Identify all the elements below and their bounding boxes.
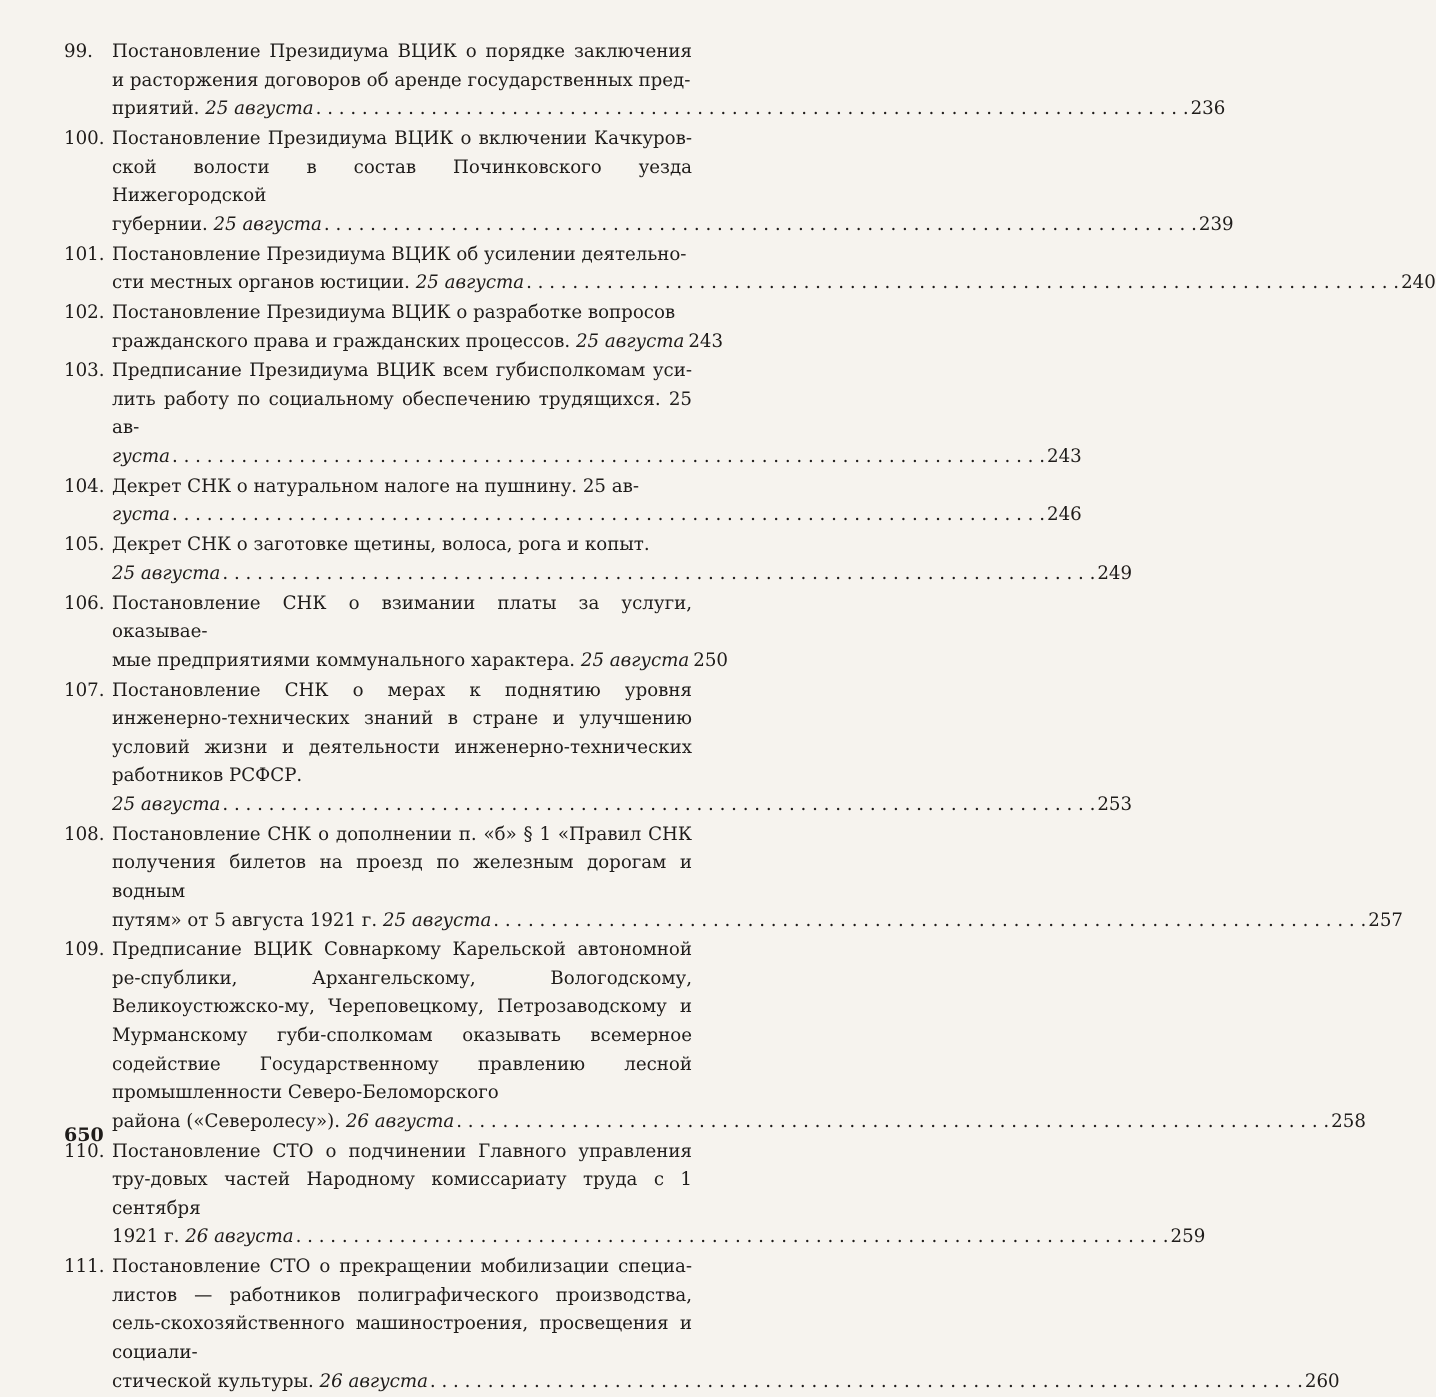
- entry-last-line: [112, 907, 491, 936]
- entry-last-line: [112, 791, 220, 820]
- entry-page-number: 246: [1047, 504, 1082, 526]
- entry-number: 104.: [64, 475, 105, 497]
- entry-page-number: 243: [1047, 446, 1082, 468]
- dot-leader: [430, 1368, 1303, 1397]
- toc-entry: [64, 821, 1403, 935]
- entry-last-line: [112, 269, 524, 298]
- entry-leader-line: [112, 95, 1226, 124]
- entry-last-text: губернии.: [112, 213, 208, 235]
- dot-leader: [172, 443, 1045, 472]
- entry-number: 110.: [64, 1140, 105, 1162]
- entry-title: Постановление Президиума ВЦИК о разработке вопросов: [112, 301, 676, 323]
- toc-entry: [64, 936, 1366, 1136]
- entry-date: 26 августа: [185, 1226, 294, 1248]
- entry-leader-line: [112, 647, 728, 676]
- entry-title: Постановление СНК о взимании платы за услуги, оказывае-: [112, 592, 692, 643]
- entry-leader-line: [112, 1368, 1340, 1397]
- entry-number: 105.: [64, 534, 105, 556]
- entry-date: 25 августа: [112, 562, 221, 584]
- entry-last-line: [112, 1108, 454, 1137]
- entry-date: 25 августа: [575, 330, 685, 352]
- entry-page-number: 243: [688, 330, 724, 352]
- dot-leader: [172, 501, 1045, 530]
- dot-leader: [526, 269, 1399, 298]
- entry-page-number: 249: [1097, 562, 1133, 584]
- entry-title: Декрет СНК о заготовке щетины, волоса, рога и копыт.: [112, 534, 650, 556]
- entry-title: Постановление СНК о дополнении п. «б» § 1 «Правил СНК получения билетов на проезд по железным дорогам и водным: [112, 823, 692, 902]
- entry-title: Декрет СНК о натуральном налоге на пушнину. 25 ав-: [112, 475, 640, 497]
- entry-last-line: [112, 1368, 428, 1397]
- entry-page-number: 260: [1304, 1370, 1340, 1392]
- entry-page-number: 253: [1097, 793, 1133, 815]
- entry-title: Постановление СНК о мерах к поднятию уровня инженерно-технических знаний в стране и улучшению условий жизни и деятельности инженерно-технических работников РСФСР.: [112, 679, 692, 787]
- dot-leader: [493, 907, 1366, 936]
- toc-entry: [64, 590, 728, 676]
- entry-number: 99.: [64, 41, 93, 62]
- entry-last-text: 1921 г.: [112, 1226, 180, 1248]
- entry-last-line: [112, 647, 689, 676]
- entry-leader-line: [112, 211, 1234, 240]
- entry-leader-line: [112, 501, 1082, 530]
- entry-title: Постановление СТО о подчинении Главного управления тру-довых частей Народному комиссариату труда с 1 сентября: [112, 1140, 692, 1219]
- entry-page-number: 236: [1190, 98, 1226, 120]
- entry-leader-line: [112, 328, 724, 357]
- toc-entry: [64, 1253, 1340, 1396]
- entry-date: густа: [112, 446, 171, 468]
- entry-number: 108.: [64, 823, 105, 845]
- entry-leader-line: [112, 1223, 1206, 1252]
- entry-title: Постановление Президиума ВЦИК об усилении деятельно-: [112, 243, 687, 265]
- toc-entry: [64, 531, 1133, 588]
- entry-number: 100.: [64, 127, 105, 149]
- dot-leader: [296, 1223, 1169, 1252]
- entry-leader-line: [112, 907, 1403, 936]
- entry-date: 25 августа: [580, 649, 690, 671]
- entry-date: 26 августа: [345, 1110, 455, 1132]
- entry-leader-line: [112, 443, 1082, 472]
- entry-title: Постановление Президиума ВЦИК о порядке заключения и расторжения договоров об аренде государственных пред-: [112, 41, 692, 91]
- entry-page-number: 259: [1170, 1226, 1206, 1248]
- entry-last-line: [112, 443, 170, 472]
- entry-leader-line: [112, 1108, 1366, 1137]
- entry-page-number: 240: [1401, 272, 1436, 294]
- dot-leader: [316, 95, 1189, 124]
- entry-last-line: [112, 95, 314, 124]
- table-of-contents: [64, 38, 1436, 1397]
- toc-entry: [64, 357, 1082, 471]
- dot-leader: [324, 211, 1197, 240]
- entry-date: густа: [112, 504, 171, 526]
- dot-leader: [222, 560, 1095, 589]
- entry-title: Постановление СТО о прекращении мобилизации специа-листов — работников полиграфического производства, сель-скохозяйственного машиностроения, просвещения и социали-: [112, 1256, 692, 1363]
- entry-number: 102.: [64, 301, 105, 323]
- dot-leader: [456, 1108, 1329, 1137]
- entry-page-number: 250: [693, 649, 728, 671]
- entry-page-number: 239: [1198, 213, 1234, 235]
- entry-last-text: стической культуры.: [112, 1370, 314, 1392]
- page-number: 650: [64, 1124, 104, 1146]
- entry-last-text: мые предприятиями коммунального характера.: [112, 649, 576, 671]
- entry-date: 25 августа: [415, 272, 525, 294]
- entry-leader-line: [112, 560, 1133, 589]
- entry-last-line: [112, 1223, 294, 1252]
- entry-title: Предписание ВЦИК Совнаркому Карельской автономной ре-спублики, Архангельскому, Вологодскому, Великоустюжско-му, Череповецкому, Петрозаводскому и Мурманскому губи-сполкомам оказывать всемерное содействие Государственному правлению лесной промышленности Северо-Беломорского: [112, 939, 692, 1104]
- entry-last-text: района («Северолесу»).: [112, 1110, 341, 1132]
- entry-page-number: 258: [1331, 1110, 1366, 1132]
- toc-entry: [64, 125, 1234, 239]
- entry-leader-line: [112, 269, 1436, 298]
- entry-last-text: сти местных органов юстиции.: [112, 272, 410, 294]
- toc-entry: [64, 473, 1082, 530]
- entry-leader-line: [112, 791, 1133, 820]
- entry-date: 25 августа: [382, 909, 492, 931]
- entry-last-line: [112, 328, 684, 357]
- toc-entry: [64, 299, 724, 356]
- entry-number: 106.: [64, 592, 105, 614]
- entry-date: 25 августа: [213, 213, 322, 235]
- entry-number: 109.: [64, 939, 105, 961]
- entry-number: 101.: [64, 243, 105, 265]
- toc-entry: [64, 1138, 1206, 1252]
- entry-last-line: [112, 501, 170, 530]
- entry-last-text: путям» от 5 августа 1921 г.: [112, 909, 378, 931]
- entry-title: Предписание Президиума ВЦИК всем губисполкомам уси-лить работу по социальному обеспечению трудящихся. 25 ав-: [112, 360, 692, 439]
- entry-number: 103.: [64, 360, 105, 382]
- entry-title: Постановление Президиума ВЦИК о включении Качкуров-ской волости в состав Починковского уезда Нижегородской: [112, 127, 692, 207]
- toc-entry: [64, 677, 1133, 820]
- entry-last-line: [112, 211, 322, 240]
- entry-number: 111.: [64, 1256, 105, 1278]
- entry-page-number: 257: [1368, 909, 1403, 931]
- toc-entry: [64, 241, 1436, 298]
- dot-leader: [222, 791, 1095, 820]
- entry-date: 26 августа: [319, 1370, 428, 1392]
- entry-date: 25 августа: [205, 98, 314, 120]
- entry-date: 25 августа: [112, 793, 221, 815]
- toc-entry: [64, 38, 1226, 124]
- entry-last-text: приятий.: [112, 98, 200, 120]
- entry-last-text: гражданского права и гражданских процессов.: [112, 330, 571, 352]
- entry-number: 107.: [64, 679, 105, 701]
- entry-last-line: [112, 560, 220, 589]
